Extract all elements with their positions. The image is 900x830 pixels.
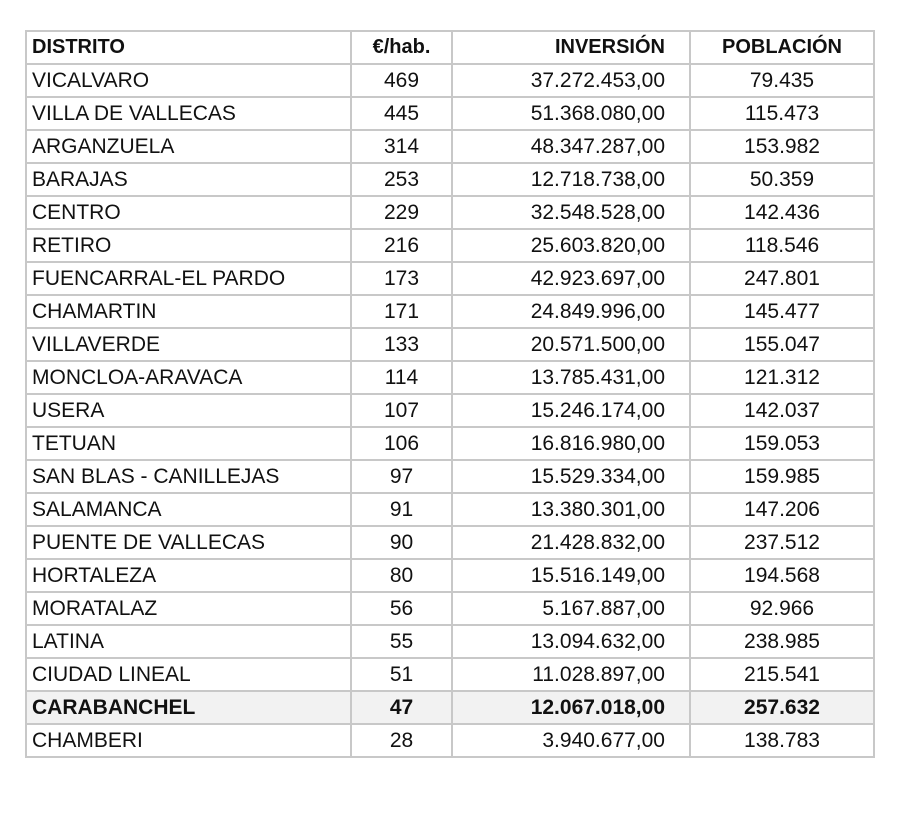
- table-container: [25, 30, 873, 758]
- cell-eur-hab: 91: [351, 493, 452, 526]
- cell-inversion: 12.067.018,00: [452, 691, 690, 724]
- table-row: [26, 625, 874, 658]
- cell-distrito: VICALVARO: [26, 64, 351, 97]
- cell-poblacion: 153.982: [690, 130, 874, 163]
- table-row: [26, 493, 874, 526]
- table-row: [26, 328, 874, 361]
- cell-poblacion: 115.473: [690, 97, 874, 130]
- cell-poblacion: 147.206: [690, 493, 874, 526]
- cell-distrito: USERA: [26, 394, 351, 427]
- cell-inversion: 25.603.820,00: [452, 229, 690, 262]
- table-row: [26, 196, 874, 229]
- cell-poblacion: 247.801: [690, 262, 874, 295]
- cell-poblacion: 194.568: [690, 559, 874, 592]
- cell-distrito: HORTALEZA: [26, 559, 351, 592]
- table-row: [26, 262, 874, 295]
- cell-poblacion: 138.783: [690, 724, 874, 757]
- cell-poblacion: 118.546: [690, 229, 874, 262]
- cell-distrito: CIUDAD LINEAL: [26, 658, 351, 691]
- cell-eur-hab: 173: [351, 262, 452, 295]
- cell-eur-hab: 55: [351, 625, 452, 658]
- cell-poblacion: 121.312: [690, 361, 874, 394]
- table-row: [26, 658, 874, 691]
- cell-inversion: 5.167.887,00: [452, 592, 690, 625]
- cell-inversion: 15.516.149,00: [452, 559, 690, 592]
- cell-distrito: RETIRO: [26, 229, 351, 262]
- cell-eur-hab: 114: [351, 361, 452, 394]
- cell-eur-hab: 51: [351, 658, 452, 691]
- cell-inversion: 42.923.697,00: [452, 262, 690, 295]
- cell-eur-hab: 314: [351, 130, 452, 163]
- cell-eur-hab: 445: [351, 97, 452, 130]
- cell-eur-hab: 47: [351, 691, 452, 724]
- cell-poblacion: 238.985: [690, 625, 874, 658]
- table-row: [26, 64, 874, 97]
- cell-inversion: 11.028.897,00: [452, 658, 690, 691]
- cell-distrito: MORATALAZ: [26, 592, 351, 625]
- header-poblacion: POBLACIÓN: [690, 31, 874, 64]
- cell-inversion: 51.368.080,00: [452, 97, 690, 130]
- table-row: [26, 427, 874, 460]
- cell-inversion: 13.380.301,00: [452, 493, 690, 526]
- table-row: [26, 724, 874, 757]
- table-row: [26, 691, 874, 724]
- cell-distrito: VILLAVERDE: [26, 328, 351, 361]
- cell-poblacion: 159.053: [690, 427, 874, 460]
- cell-eur-hab: 107: [351, 394, 452, 427]
- table-body: [26, 64, 874, 757]
- table-row: [26, 97, 874, 130]
- cell-poblacion: 159.985: [690, 460, 874, 493]
- cell-inversion: 13.785.431,00: [452, 361, 690, 394]
- cell-distrito: FUENCARRAL-EL PARDO: [26, 262, 351, 295]
- cell-poblacion: 145.477: [690, 295, 874, 328]
- table-row: [26, 361, 874, 394]
- table-row: [26, 592, 874, 625]
- cell-eur-hab: 28: [351, 724, 452, 757]
- cell-distrito: CHAMBERI: [26, 724, 351, 757]
- cell-inversion: 20.571.500,00: [452, 328, 690, 361]
- cell-inversion: 16.816.980,00: [452, 427, 690, 460]
- table-row: [26, 130, 874, 163]
- table-row: [26, 526, 874, 559]
- cell-inversion: 3.940.677,00: [452, 724, 690, 757]
- table-row: [26, 295, 874, 328]
- cell-inversion: 15.246.174,00: [452, 394, 690, 427]
- cell-distrito: TETUAN: [26, 427, 351, 460]
- cell-distrito: CHAMARTIN: [26, 295, 351, 328]
- cell-poblacion: 92.966: [690, 592, 874, 625]
- cell-inversion: 48.347.287,00: [452, 130, 690, 163]
- cell-inversion: 15.529.334,00: [452, 460, 690, 493]
- cell-poblacion: 142.037: [690, 394, 874, 427]
- cell-eur-hab: 133: [351, 328, 452, 361]
- cell-eur-hab: 171: [351, 295, 452, 328]
- cell-poblacion: 142.436: [690, 196, 874, 229]
- cell-eur-hab: 80: [351, 559, 452, 592]
- cell-eur-hab: 90: [351, 526, 452, 559]
- cell-distrito: CENTRO: [26, 196, 351, 229]
- cell-distrito: MONCLOA-ARAVACA: [26, 361, 351, 394]
- cell-poblacion: 237.512: [690, 526, 874, 559]
- cell-inversion: 21.428.832,00: [452, 526, 690, 559]
- cell-inversion: 32.548.528,00: [452, 196, 690, 229]
- table-row: [26, 163, 874, 196]
- table-row: [26, 394, 874, 427]
- cell-eur-hab: 97: [351, 460, 452, 493]
- cell-distrito: SAN BLAS - CANILLEJAS: [26, 460, 351, 493]
- cell-distrito: ARGANZUELA: [26, 130, 351, 163]
- header-distrito: DISTRITO: [26, 31, 351, 64]
- table-row: [26, 460, 874, 493]
- cell-eur-hab: 253: [351, 163, 452, 196]
- cell-distrito: LATINA: [26, 625, 351, 658]
- cell-poblacion: 155.047: [690, 328, 874, 361]
- cell-inversion: 13.094.632,00: [452, 625, 690, 658]
- cell-eur-hab: 229: [351, 196, 452, 229]
- cell-eur-hab: 106: [351, 427, 452, 460]
- cell-poblacion: 257.632: [690, 691, 874, 724]
- cell-inversion: 12.718.738,00: [452, 163, 690, 196]
- cell-poblacion: 79.435: [690, 64, 874, 97]
- cell-eur-hab: 216: [351, 229, 452, 262]
- cell-eur-hab: 469: [351, 64, 452, 97]
- cell-poblacion: 50.359: [690, 163, 874, 196]
- table-row: [26, 559, 874, 592]
- header-row: [26, 31, 874, 64]
- header-eur-hab: €/hab.: [351, 31, 452, 64]
- cell-distrito: CARABANCHEL: [26, 691, 351, 724]
- cell-distrito: BARAJAS: [26, 163, 351, 196]
- cell-inversion: 37.272.453,00: [452, 64, 690, 97]
- header-inversion: INVERSIÓN: [452, 31, 690, 64]
- cell-eur-hab: 56: [351, 592, 452, 625]
- cell-distrito: VILLA DE VALLECAS: [26, 97, 351, 130]
- cell-poblacion: 215.541: [690, 658, 874, 691]
- cell-distrito: SALAMANCA: [26, 493, 351, 526]
- cell-distrito: PUENTE DE VALLECAS: [26, 526, 351, 559]
- table-row: [26, 229, 874, 262]
- district-investment-table: [25, 30, 875, 758]
- cell-inversion: 24.849.996,00: [452, 295, 690, 328]
